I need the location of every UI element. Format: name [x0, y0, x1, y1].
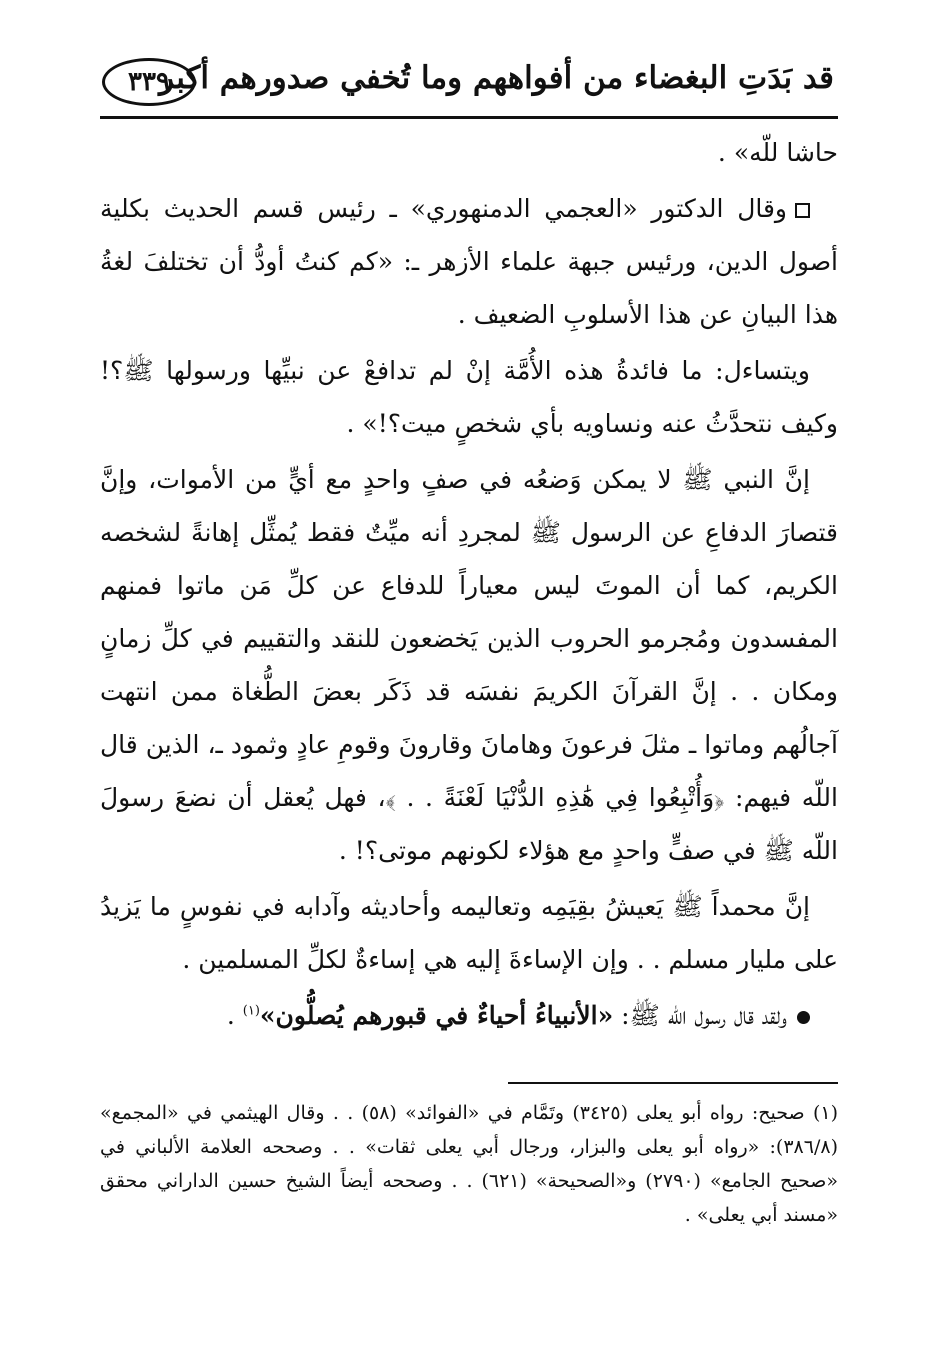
- paragraph: [100, 344, 838, 450]
- header-divider: [100, 116, 838, 119]
- paragraph-text: وقال الدكتور «العجمي الدمنهوري» ـ رئيس قسم الحديث بكلية أصول الدين، ورئيس جبهة علماء الأزهر ـ: «كم كنتُ أودُّ أن تختلفَ لغةُ هذا البيانِ عن هذا الأسلوبِ الضعيف .: [100, 194, 838, 329]
- paragraph-text: حاشا للّه» .: [717, 138, 838, 167]
- footnotes: [100, 1096, 838, 1232]
- bullet-icon: [797, 1011, 810, 1024]
- footnote-divider: [508, 1082, 838, 1084]
- paragraph: [100, 989, 838, 1042]
- paragraph: [100, 453, 838, 877]
- paragraph: [100, 880, 838, 986]
- footnote: (١) صحيح: رواه أبو يعلى (٣٤٢٥) وتَمَّام في «الفوائد» (٥٨) . . وقال الهيثمي في «المجمع» (٣٨٦/٨): «رواه أبو يعلى والبزار، ورجال أبي يعلى ثقات» . . وصححه العلامة الألباني في «صحيح الجامع» (٢٧٩٠) و«الصحيحة» (٦٢١) . . وصححه أيضاً الشيخ حسين الداراني محقق «مسند أبي يعلى» .: [100, 1102, 838, 1226]
- page-header: [100, 54, 838, 120]
- paragraph: [100, 126, 838, 179]
- paragraph-text: .: [226, 1001, 243, 1030]
- running-title: قد بَدَتِ البغضاء من أفواههم وما تُخفي صدورهم أكبر: [159, 60, 834, 96]
- paragraph: [100, 182, 838, 341]
- page-number: ٣٣٩: [102, 58, 196, 106]
- paragraph-text: ولقد قال رسول اللّه ﷺ:: [613, 1001, 787, 1030]
- paragraph-text: إنَّ النبي ﷺ لا يمكن وَضعُه في صفٍ واحدٍ مع أيٍّ من الأموات، وإنَّ قتصارَ الدفاعِ عن الرسول ﷺ لمجردِ أنه ميِّتٌ فقط يُمثِّل إهانةً لشخصه الكريم، كما أن الموتَ ليس معياراً للدفاع عن كلِّ مَن ماتوا فمنهم المفسدون ومُجرمو الحروب الذين يَخضعون للنقد والتقييم في كلِّ زمانٍ ومكان . . إنَّ القرآنَ الكريمَ نفسَه قد ذَكَر بعضَ الطُّغاة ممن انتهت آجالُهم وماتوا ـ مثلَ فرعونَ وهامانَ وقارونَ وقومِ عادٍ وثمود ـ، الذين قال اللّه فيهم: ﴿وَأُتْبِعُوا فِي هَٰذِهِ الدُّنْيَا لَعْنَةً . . ﴾، فهل يُعقل أن نضعَ رسولَ اللّه ﷺ في صفٍّ واحدٍ مع هؤلاء لكونهم موتى؟! .: [100, 465, 838, 865]
- square-marker-icon: [795, 203, 810, 218]
- paragraph-text: إنَّ محمداً ﷺ يَعيشُ بقِيَمِه وتعاليمه وأحاديثه وآدابه في نفوسٍ ما يَزيدُ على مليار مسلم . . وإن الإساءةَ إليه هي إساءةٌ لكلِّ المسلمين .: [100, 892, 838, 974]
- main-text: [100, 126, 838, 1042]
- paragraph-text: ويتساءل: ما فائدةُ هذه الأُمَّة إنْ لم تدافعْ عن نبيِّها ورسولها ﷺ؟! وكيف نتحدَّثُ عنه ونساويه بأي شخصٍ ميت؟!» .: [100, 356, 838, 438]
- hadith-quote: «الأنبياءُ أحياءٌ في قبورهم يُصلُّون»: [259, 1001, 614, 1030]
- footnote-reference[interactable]: (١): [242, 1003, 260, 1019]
